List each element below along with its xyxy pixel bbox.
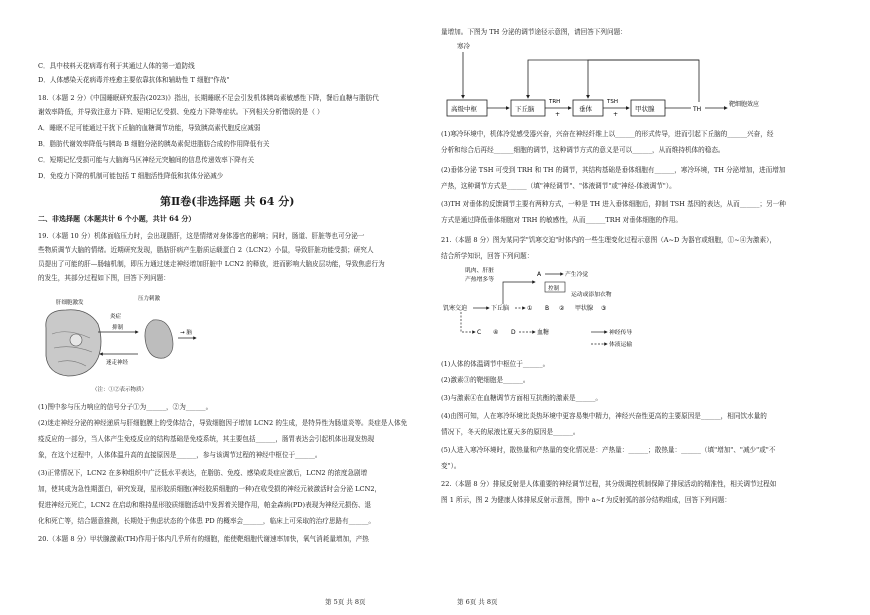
q19-3a: (3)正常情况下，LCN2 在多种组织中广泛低水平表达，在脂肪、免疫、感染或炎症应激后，LCN2 的浓度急剧增 <box>38 469 368 477</box>
q21-3: (3)与激素④在血糖调节方面相互抗衡的激素是______。 <box>441 394 602 402</box>
hepatocyte-inset <box>70 334 82 346</box>
hypothalamus-node: 下丘脑 <box>491 305 510 312</box>
figure1-caption: （注：①②表示物质） <box>92 387 148 393</box>
q19-stem-1: 19.（本题 10 分）机体面临压力时，会出现脂肝，这是情绪对身体器官的影响；同时，肠道、肝脏等也可分泌一 <box>38 232 365 240</box>
liver-brain-figure <box>38 288 213 388</box>
th-regulation-figure <box>441 40 771 120</box>
tsh-label: TSH <box>607 99 618 105</box>
trh-plus: + <box>555 111 561 118</box>
q19-3d: 化和死亡等，结合题意推测，长期处于焦虑状态的个体患 PD 的概率会______，临床上可采取的治疗思路有______。 <box>38 517 376 525</box>
hunger-cold-label: 饥寒交迫 <box>443 305 468 312</box>
hormone-2: ② <box>559 305 565 312</box>
trh-label: TRH <box>549 99 561 105</box>
thyroid-node: 甲状腺 <box>575 305 594 312</box>
q19-2b: 疫反应的一部分，当人体产生免疫反应的结构基础是免疫系统，其主要包括______，肠胃表达会引起机体出现发热现 <box>38 435 375 443</box>
node-c: C <box>477 329 482 336</box>
cold-label: 寒冷 <box>457 42 470 50</box>
q21-5a: (5)人进入寒冷环境时，散热量和产热量的变化情况是：产热量：______；散热量：______（填"增加"、"减少"或"不 <box>441 446 776 454</box>
q21-4b: 情况下，冬天的尿液比夏天多的原因是______。 <box>441 428 580 436</box>
cold-sense-label: 产生冷觉 <box>565 272 589 278</box>
left-page-footer: 第 5页 共 8页 <box>325 598 366 606</box>
hormone-4: ④ <box>493 329 499 336</box>
q19-3c: 促进神经元死亡，LCN2 在启动和维持星形胶质细胞活动中发挥着关键作用，帕金森病(PD)表现为神经元损伤、退 <box>38 501 372 509</box>
q21-4a: (4)由图可知，人在寒冷环境比炎热环境中更容易集中精力，神经兴奋性更高的主要原因是______，相同饮水量的 <box>441 412 767 420</box>
hormone-1: ① <box>527 305 533 312</box>
q21-5b: 变"）。 <box>441 462 461 470</box>
label-brain: → 脑 <box>180 330 192 336</box>
th-label: TH <box>693 106 702 113</box>
q18-option-b: B．脂肪代谢效率降低与胰岛 B 细胞分泌的胰岛素促进脂肪合成的作用降低有关 <box>38 140 270 148</box>
q17-option-c: C．具中枝料天花病毒有利于其通过人体的第一道防线 <box>38 62 195 70</box>
q20-2a: (2)垂体分泌 TSH 可受到 TRH 和 TH 的调节，其结构基础是垂体细胞有______，寒冷环境，TH 分泌增加，进而增加 <box>441 166 786 174</box>
part2-title: 第Ⅱ卷(非选择题 共 64 分) <box>160 195 295 208</box>
pituitary-label: 垂体 <box>579 105 592 113</box>
q18-option-a: A．睡眠不足可能通过干扰下丘脑的血糖调节功能，导致胰高素代胞反应减弱 <box>38 124 261 132</box>
q20-3b: 方式是通过降低垂体细胞对 TRH 的敏感性，从而______TRH 对垂体细胞的作用。 <box>441 216 682 224</box>
node-d: D <box>511 329 516 336</box>
q18-option-c: C．短期记忆受损可能与大脑海马区神经元突触间的信息传递效率下降有关 <box>38 156 255 164</box>
right-page-footer: 第 6页 共 8页 <box>457 598 498 606</box>
q19-stem-4: 的发生，其部分过程如下图，回答下列问题： <box>38 274 170 282</box>
muscle-liver-label: 肌肉、肝脏 <box>465 268 494 274</box>
clothing-label: 运动或添加衣物 <box>571 292 612 298</box>
q21-2: (2)激素③的靶细胞是______。 <box>441 376 530 384</box>
q20-3a: (3)TH 对垂体的反馈调节主要有两种方式，一种是 TH 进入垂体细胞后，抑制 TSH 基因的表达，从而______；另一种 <box>441 200 786 208</box>
label-liver: 肝细胞激发 <box>56 300 84 306</box>
q19-stem-2: 些物质调节大脑的情绪。近期研究发现，脂肪肝病产生脂质运载蛋白 2（LCN2）小鼠，导致肝脏功能受损；研究人 <box>38 246 374 254</box>
q19-stem-3: 员提出了可能的肝—肠轴机制，即压力通过迷走神经增加肝脏中 LCN2 的释放，进而影响大脑皮层功能，导致焦虑行为 <box>38 260 385 268</box>
q20-2b: 产热，这种调节方式是______（填"神经调节"、"体液调节"或"神经-体液调节"）。 <box>441 182 676 190</box>
q20-stem-1: 20.（本题 8 分）甲状腺激素(TH)作用于体内几乎所有的细胞，能使靶细胞代谢速率加快，氧气消耗量增加，产热 <box>38 535 369 543</box>
tsh-plus: + <box>613 111 619 118</box>
q19-3b: 加，使其成为急性期蛋白，研究发现，星形胶质细胞(神经胶质细胞的一种)在收受损的神经元被激活时会分泌 LCN2， <box>38 485 382 493</box>
q21-1: (1)人体的体温调节中枢位于______。 <box>441 360 550 368</box>
q20-stem-2: 量增加。下图为 TH 分泌的调节途径示意图，请回答下列问题： <box>441 28 627 36</box>
q19-2c: 象，在这个过程中，人体体温升高的直接原因是______，参与该调节过程的神经中枢位于______。 <box>38 451 322 459</box>
q21-stem-2: 结合所学知识，回答下列问题： <box>441 252 534 260</box>
node-b: B <box>545 305 550 312</box>
q18-stem-2: 谢效率降低，并导致注意力下降、短期记忆受损、免疫力下降等症状。下列相关分析错误的是（ ） <box>38 108 324 116</box>
q22-stem-1: 22.（本题 8 分）排尿反射是人体重要的神经调节过程，其分级调控机制保障了排尿活动的精准性，相关调节过程如 <box>441 480 777 488</box>
blood-sugar-label: 血糖 <box>537 329 550 336</box>
legend-nerve: 神经传导 <box>609 330 633 336</box>
q22-stem-2: 图 1 所示，图 2 为健康人体排尿反射示意图，图中 a~f 为反射弧的部分结构组成，回答下列问题： <box>441 496 732 504</box>
q21-stem-1: 21.（本题 8 分）图为某同学"饥寒交迫"时体内的一些生理变化过程示意图（A~D 为器官或细胞，①~④为激素）， <box>441 236 776 244</box>
higher-center-label: 高级中枢 <box>451 105 477 113</box>
label-inflammation: 炎症 <box>110 314 122 320</box>
control-label: 控制 <box>548 286 560 292</box>
label-stress: 压力刺激 <box>138 296 161 302</box>
right-page <box>435 0 870 615</box>
label-inhibit: 抑制 <box>112 325 124 331</box>
label-vagus: 迷走神经 <box>106 360 129 366</box>
q19-2a: (2)迷走神经分泌的神经递质与肝细胞膜上的受体结合，导致细胞因子增加 LCN2 的生成，是特异性为肠道炎等。炎症是人体免 <box>38 419 408 427</box>
q18-option-d: D．免疫力下降的机制可能包括 T 细胞活性降低和抗体分泌减少 <box>38 172 224 180</box>
q20-1a: (1)寒冷环境中，机体冷觉感受器兴奋，兴奋在神经纤维上以______的形式传导，进而引起下丘脑的______兴奋，经 <box>441 130 774 138</box>
q20-1b: 分析和综合后再经______细胞的调节，这种调节方式的意义是可以______，从而维持机体的稳态。 <box>441 146 725 154</box>
hormone-3: ③ <box>601 305 607 312</box>
brain-shape <box>145 320 173 358</box>
cold-hunger-figure <box>441 264 691 354</box>
legend-humoral: 体液运输 <box>609 342 633 348</box>
q19-1: (1)图中参与压力响应的信号分子①为______，②为______。 <box>38 403 213 411</box>
target-label: 靶细胞效应 <box>729 101 760 108</box>
q17-option-d: D．人体感染天花病毒并痊愈主要依靠抗体和辅助性 T 细胞"作战" <box>38 76 230 84</box>
part2-subtitle: 二、非选择题（本题共计 6 个小题，共计 64 分） <box>38 214 196 223</box>
thyroid-label: 甲状腺 <box>635 105 655 113</box>
heat-label: 产热增多等 <box>465 277 494 283</box>
node-a: A <box>537 271 542 278</box>
q18-stem-1: 18.（本题 2 分）《中国睡眠研究报告(2023)》指出，长期睡眠不足会引发机体胰岛素敏感性下降，餐后血糖与脂肪代 <box>38 94 379 102</box>
hypothalamus-label: 下丘脑 <box>515 105 535 113</box>
